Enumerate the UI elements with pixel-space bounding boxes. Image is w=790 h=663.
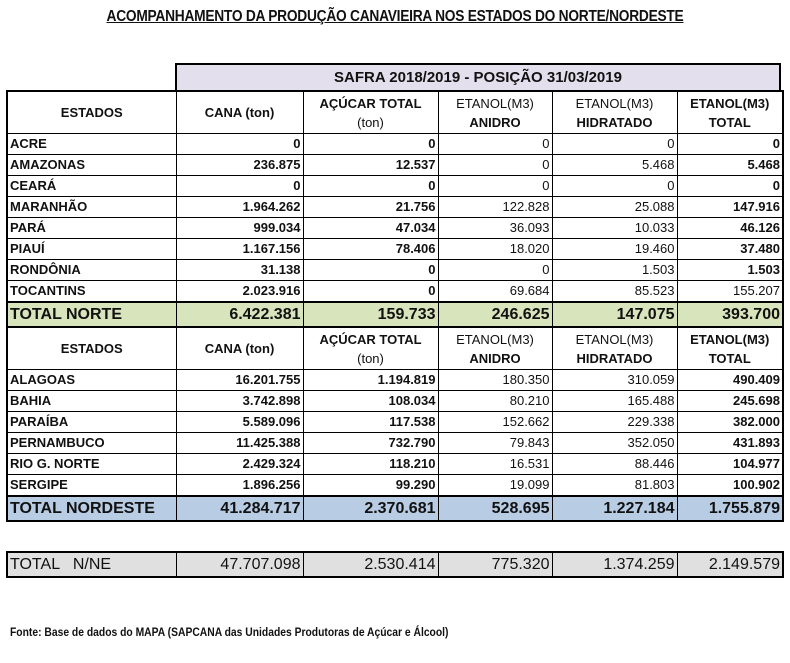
state-name: PERNAMBUCO bbox=[7, 433, 176, 454]
state-name: RIO G. NORTE bbox=[7, 454, 176, 475]
cell-total: 245.698 bbox=[677, 391, 783, 412]
header-cana: CANA (ton) bbox=[176, 327, 303, 370]
cell-cana: 31.138 bbox=[176, 260, 303, 281]
cell-total: 100.902 bbox=[677, 475, 783, 497]
cell-total: 1.503 bbox=[677, 260, 783, 281]
cell-cana: 0 bbox=[176, 176, 303, 197]
header-total bbox=[677, 327, 783, 370]
cell-acucar: 1.194.819 bbox=[303, 370, 438, 391]
cell-total: 46.126 bbox=[677, 218, 783, 239]
state-name: SERGIPE bbox=[7, 475, 176, 497]
table-row bbox=[7, 391, 783, 412]
total-norte-row-hidratado: 147.075 bbox=[552, 302, 677, 327]
source-note: Fonte: Base de dados do MAPA (SAPCANA das Unidades Produtoras de Açúcar e Álcool) bbox=[10, 625, 449, 639]
header-hidratado-line1: ETANOL(M3) bbox=[575, 331, 654, 347]
cell-anidro: 152.662 bbox=[438, 412, 552, 433]
total-norte-row-total: 393.700 bbox=[677, 302, 783, 327]
total-nne-anidro: 775.320 bbox=[438, 552, 552, 577]
cell-acucar: 0 bbox=[303, 176, 438, 197]
table-row bbox=[7, 412, 783, 433]
cell-hidratado: 1.503 bbox=[552, 260, 677, 281]
table-row bbox=[7, 433, 783, 454]
cell-cana: 5.589.096 bbox=[176, 412, 303, 433]
total-nne-label: TOTAL N/NE bbox=[7, 552, 176, 577]
state-name: ALAGOAS bbox=[7, 370, 176, 391]
state-name: TOCANTINS bbox=[7, 281, 176, 303]
safra-header: SAFRA 2018/2019 - POSIÇÃO 31/03/2019 bbox=[175, 63, 781, 90]
cell-anidro: 0 bbox=[438, 176, 552, 197]
header-anidro-line2: ANIDRO bbox=[469, 350, 521, 366]
cell-total: 37.480 bbox=[677, 239, 783, 260]
cell-hidratado: 0 bbox=[552, 176, 677, 197]
header-acucar-line1: AÇÚCAR TOTAL bbox=[319, 331, 422, 347]
cell-cana: 0 bbox=[176, 134, 303, 155]
total-nordeste-row-cana: 41.284.717 bbox=[176, 496, 303, 521]
cell-anidro: 16.531 bbox=[438, 454, 552, 475]
cell-acucar: 78.406 bbox=[303, 239, 438, 260]
table-row bbox=[7, 155, 783, 176]
state-name: PIAUÍ bbox=[7, 239, 176, 260]
header-acucar bbox=[303, 327, 438, 370]
cell-total: 5.468 bbox=[677, 155, 783, 176]
cell-total: 0 bbox=[677, 134, 783, 155]
header-hidratado bbox=[552, 91, 677, 134]
cell-cana: 236.875 bbox=[176, 155, 303, 176]
cell-cana: 1.167.156 bbox=[176, 239, 303, 260]
production-table bbox=[6, 90, 784, 522]
cell-anidro: 79.843 bbox=[438, 433, 552, 454]
cell-cana: 2.429.324 bbox=[176, 454, 303, 475]
header-acucar-line2: (ton) bbox=[357, 114, 384, 130]
table-row bbox=[7, 370, 783, 391]
header-hidratado-line2: HIDRATADO bbox=[576, 350, 653, 366]
header-anidro-line1: ETANOL(M3) bbox=[456, 95, 534, 111]
cell-anidro: 0 bbox=[438, 134, 552, 155]
cell-acucar: 0 bbox=[303, 281, 438, 303]
total-norte-row bbox=[7, 302, 783, 327]
header-anidro bbox=[438, 327, 552, 370]
total-norte-row-label: TOTAL NORTE bbox=[7, 302, 176, 327]
total-nordeste-row-label: TOTAL NORDESTE bbox=[7, 496, 176, 521]
cell-acucar: 732.790 bbox=[303, 433, 438, 454]
header-total-line1: ETANOL(M3) bbox=[690, 95, 770, 111]
header-total-line2: TOTAL bbox=[708, 114, 751, 130]
cell-total: 104.977 bbox=[677, 454, 783, 475]
cell-hidratado: 165.488 bbox=[552, 391, 677, 412]
cell-acucar: 108.034 bbox=[303, 391, 438, 412]
cell-anidro: 80.210 bbox=[438, 391, 552, 412]
cell-anidro: 0 bbox=[438, 260, 552, 281]
cell-total: 490.409 bbox=[677, 370, 783, 391]
state-name: CEARÁ bbox=[7, 176, 176, 197]
cell-acucar: 99.290 bbox=[303, 475, 438, 497]
state-name: ACRE bbox=[7, 134, 176, 155]
total-norte-row-anidro: 246.625 bbox=[438, 302, 552, 327]
cell-total: 147.916 bbox=[677, 197, 783, 218]
table-row bbox=[7, 176, 783, 197]
cell-cana: 1.896.256 bbox=[176, 475, 303, 497]
state-name: BAHIA bbox=[7, 391, 176, 412]
header-hidratado bbox=[552, 327, 677, 370]
cell-total: 0 bbox=[677, 176, 783, 197]
total-nordeste-row-hidratado: 1.227.184 bbox=[552, 496, 677, 521]
total-nordeste-row bbox=[7, 496, 783, 521]
table-row bbox=[7, 281, 783, 303]
state-name: RONDÔNIA bbox=[7, 260, 176, 281]
header-estados: ESTADOS bbox=[7, 327, 176, 370]
cell-anidro: 122.828 bbox=[438, 197, 552, 218]
header-total-line1: ETANOL(M3) bbox=[690, 331, 770, 347]
cell-acucar: 0 bbox=[303, 260, 438, 281]
table-row bbox=[7, 475, 783, 497]
cell-anidro: 19.099 bbox=[438, 475, 552, 497]
cell-total: 382.000 bbox=[677, 412, 783, 433]
cell-anidro: 36.093 bbox=[438, 218, 552, 239]
header-anidro-line2: ANIDRO bbox=[469, 114, 521, 130]
header-acucar-line2: (ton) bbox=[357, 350, 384, 366]
total-norte-row-cana: 6.422.381 bbox=[176, 302, 303, 327]
page-title: ACOMPANHAMENTO DA PRODUÇÃO CANAVIEIRA NOS ESTADOS DO NORTE/NORDESTE bbox=[106, 8, 684, 25]
header-row-nordeste bbox=[7, 327, 783, 370]
cell-cana: 999.034 bbox=[176, 218, 303, 239]
cell-anidro: 0 bbox=[438, 155, 552, 176]
total-nordeste-row-acucar: 2.370.681 bbox=[303, 496, 438, 521]
total-nne-cana: 47.707.098 bbox=[176, 552, 303, 577]
header-hidratado-line1: ETANOL(M3) bbox=[575, 95, 654, 111]
cell-acucar: 12.537 bbox=[303, 155, 438, 176]
header-anidro bbox=[438, 91, 552, 134]
cell-hidratado: 5.468 bbox=[552, 155, 677, 176]
cell-hidratado: 0 bbox=[552, 134, 677, 155]
total-norte-row-acucar: 159.733 bbox=[303, 302, 438, 327]
state-name: PARAÍBA bbox=[7, 412, 176, 433]
cell-hidratado: 10.033 bbox=[552, 218, 677, 239]
header-acucar-line1: AÇÚCAR TOTAL bbox=[319, 95, 422, 111]
header-cana: CANA (ton) bbox=[176, 91, 303, 134]
state-name: AMAZONAS bbox=[7, 155, 176, 176]
cell-cana: 16.201.755 bbox=[176, 370, 303, 391]
header-acucar bbox=[303, 91, 438, 134]
cell-cana: 2.023.916 bbox=[176, 281, 303, 303]
cell-anidro: 180.350 bbox=[438, 370, 552, 391]
total-nne-hidratado: 1.374.259 bbox=[552, 552, 677, 577]
state-name: PARÁ bbox=[7, 218, 176, 239]
cell-anidro: 18.020 bbox=[438, 239, 552, 260]
state-name: MARANHÃO bbox=[7, 197, 176, 218]
table-row bbox=[7, 239, 783, 260]
header-estados: ESTADOS bbox=[7, 91, 176, 134]
cell-hidratado: 81.803 bbox=[552, 475, 677, 497]
total-nne-acucar: 2.530.414 bbox=[303, 552, 438, 577]
table-row bbox=[7, 134, 783, 155]
cell-total: 431.893 bbox=[677, 433, 783, 454]
total-nordeste-row-total: 1.755.879 bbox=[677, 496, 783, 521]
cell-acucar: 21.756 bbox=[303, 197, 438, 218]
cell-acucar: 47.034 bbox=[303, 218, 438, 239]
total-nordeste-row-anidro: 528.695 bbox=[438, 496, 552, 521]
cell-acucar: 0 bbox=[303, 134, 438, 155]
table-row bbox=[7, 197, 783, 218]
table-row bbox=[7, 454, 783, 475]
cell-cana: 1.964.262 bbox=[176, 197, 303, 218]
cell-total: 155.207 bbox=[677, 281, 783, 303]
cell-hidratado: 352.050 bbox=[552, 433, 677, 454]
cell-hidratado: 25.088 bbox=[552, 197, 677, 218]
cell-acucar: 118.210 bbox=[303, 454, 438, 475]
header-total bbox=[677, 91, 783, 134]
cell-hidratado: 229.338 bbox=[552, 412, 677, 433]
cell-acucar: 117.538 bbox=[303, 412, 438, 433]
total-nne-row bbox=[7, 552, 783, 577]
cell-hidratado: 88.446 bbox=[552, 454, 677, 475]
cell-cana: 3.742.898 bbox=[176, 391, 303, 412]
cell-hidratado: 19.460 bbox=[552, 239, 677, 260]
total-nne-table bbox=[6, 551, 784, 578]
header-anidro-line1: ETANOL(M3) bbox=[456, 331, 534, 347]
total-nne-total: 2.149.579 bbox=[677, 552, 783, 577]
cell-hidratado: 310.059 bbox=[552, 370, 677, 391]
cell-cana: 11.425.388 bbox=[176, 433, 303, 454]
cell-hidratado: 85.523 bbox=[552, 281, 677, 303]
header-hidratado-line2: HIDRATADO bbox=[576, 114, 653, 130]
header-row-norte bbox=[7, 91, 783, 134]
cell-anidro: 69.684 bbox=[438, 281, 552, 303]
table-row bbox=[7, 218, 783, 239]
header-total-line2: TOTAL bbox=[708, 350, 751, 366]
table-row bbox=[7, 260, 783, 281]
